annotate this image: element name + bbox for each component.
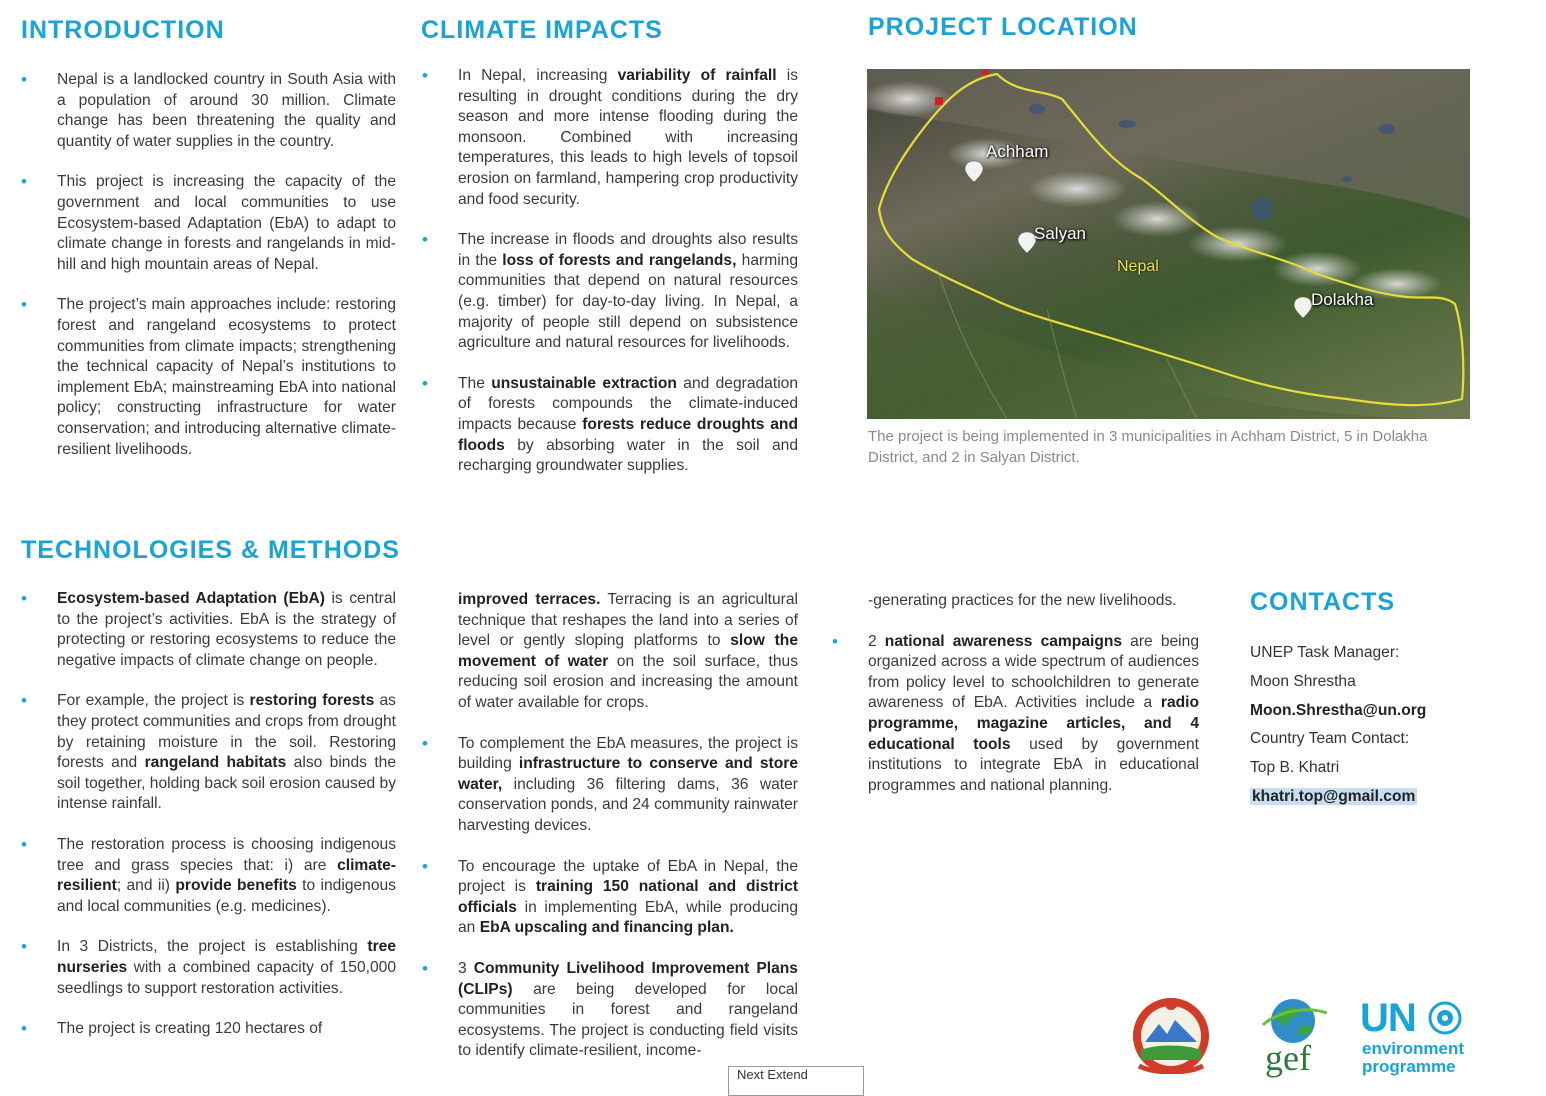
text: by absorbing water in the soil and recharging groundwater supplies.: [458, 436, 798, 475]
technologies-column-2: [422, 590, 798, 1082]
gef-logo: [1255, 995, 1330, 1077]
text: Terracing is an agricultural technique that reshapes the land into a series of level or gently sloping platforms to: [458, 591, 799, 650]
nepal-emblem-icon: [1125, 994, 1217, 1074]
text: In Nepal, increasing: [458, 67, 618, 84]
text: To encourage the uptake of EbA in Nepal, the project is: [458, 857, 798, 896]
text: on the soil surface, thus reducing soil erosion and increasing the amount of water available for crops.: [458, 652, 798, 711]
text: 3: [458, 959, 474, 977]
bold-text: radio programme, magazine articles, and 4 educational tools: [868, 694, 1199, 753]
bullet-item: [832, 632, 1199, 797]
bold-text: national awareness campaigns: [884, 632, 1123, 650]
text: To complement the EbA measures, the project is building: [458, 734, 798, 773]
bullet-item: [422, 374, 798, 477]
bold-text: restoring forests: [249, 692, 375, 710]
text: also binds the soil together, holding back soil erosion caused by intense rainfall.: [57, 754, 397, 813]
un-programme-text: programme: [1362, 1057, 1456, 1076]
un-emblem-icon: [1428, 1001, 1462, 1035]
text: in implementing EbA, while producing an: [458, 898, 798, 937]
text: Nepal is a landlocked country in South Asia with a population of around 30 million. Climate change has been threatening the quality and quantity of water supplies in the country.: [57, 71, 396, 150]
text: The: [458, 374, 492, 392]
project-location-heading: PROJECT LOCATION: [868, 13, 1138, 41]
unep-task-manager-label: UNEP Task Manager:: [1250, 644, 1400, 661]
text: including 36 filtering dams, 36 water conservation ponds, and 24 community rainwater harvesting devices.: [458, 775, 798, 834]
text: are being organized across a wide spectrum of audiences from policy level to schoolchildren to generate awareness of EbA. Activities include a: [868, 632, 1199, 712]
pin-label-salyan: Salyan: [1034, 224, 1086, 243]
text: are being developed for local communities in forest and rangeland ecosystems. The project is conducting field visits to identify climate-resilient, income-: [458, 980, 798, 1060]
bold-text: loss of forests and rangelands,: [502, 251, 737, 269]
un-environment-logo: [1360, 996, 1470, 1076]
bullet-item: [21, 295, 396, 460]
text: as they protect communities and crops from drought by retaining moisture in the soil. Restoring forests and: [57, 692, 396, 772]
technologies-list-1: [21, 589, 396, 1040]
nepal-government-emblem-logo: [1125, 994, 1217, 1074]
bold-text: tree nurseries: [57, 938, 396, 976]
climate-impacts-heading: CLIMATE IMPACTS: [421, 16, 663, 44]
unep-task-manager-name: Moon Shrestha: [1250, 672, 1356, 690]
technologies-column-3: [832, 591, 1199, 816]
text: The increase in floods and droughts also results in the: [458, 231, 798, 269]
bold-text: climate-resilient: [57, 856, 396, 895]
next-extend-button[interactable]: Next Extend: [728, 1066, 864, 1096]
technologies-column-1: [21, 589, 396, 1060]
bold-text: provide benefits: [175, 877, 297, 895]
bullet-item: [21, 1019, 396, 1040]
climate-impacts-column: [422, 66, 798, 497]
bullet-item: [21, 589, 396, 671]
bullet-item: [21, 172, 396, 275]
text: ; and ii): [116, 877, 176, 895]
technologies-list-2: [422, 734, 798, 1062]
bold-text: infrastructure to conserve and store water,: [458, 755, 798, 793]
un-text: UN: [1360, 996, 1416, 1040]
bold-text: Ecosystem-based Adaptation (EbA): [57, 590, 325, 607]
contacts-heading: CONTACTS: [1250, 588, 1396, 616]
text: used by government institutions to integrate EbA in educational programmes and national planning.: [868, 735, 1199, 794]
technologies-continued-text: [458, 590, 798, 714]
contacts-block: [1250, 639, 1530, 812]
country-label-nepal: Nepal: [1117, 258, 1159, 275]
text: 2: [868, 632, 885, 650]
text: In 3 Districts, the project is establishing: [57, 938, 368, 956]
country-team-contact-email[interactable]: khatri.top@gmail.com: [1252, 787, 1416, 805]
bullet-item: [21, 70, 396, 152]
bold-text: forests reduce droughts and floods: [458, 415, 798, 454]
bullet-item: [422, 734, 798, 837]
text: with a combined capacity of 150,000 seedlings to support restoration activities.: [57, 958, 396, 997]
bold-text: rangeland habitats: [144, 754, 287, 772]
technologies-continued-text-3: [868, 591, 1199, 612]
nepal-satellite-map: [867, 69, 1470, 419]
bullet-item: [21, 835, 396, 917]
climate-impacts-list: [422, 66, 798, 477]
text: harming communities that depend on natural resources (e.g. timber) for day-to-day living. In Nepal, a majority of people still depend on subsistence agriculture and natural resources for livelihoods.: [458, 251, 798, 352]
unep-task-manager-email[interactable]: Moon.Shrestha@un.org: [1250, 701, 1427, 719]
map-graphic: [867, 69, 1470, 419]
introduction-heading: INTRODUCTION: [21, 16, 225, 44]
technologies-list-3: [832, 632, 1199, 797]
text: This project is increasing the capacity of the government and local communities to use Ecosystem-based Adaptation (EbA) to adapt to climate change in forests and rangelands in mid-hill and high mountain areas of Nepal.: [57, 173, 396, 273]
bullet-item: [21, 691, 396, 815]
text: is central to the project’s activities. EbA is the strategy of protecting or restoring ecosystems to reduce the negative impacts of climate change on people.: [57, 590, 396, 669]
text: The restoration process is choosing indigenous tree and grass species that: i) are: [57, 835, 396, 874]
text: The project’s main approaches include: restoring forest and rangeland ecosystems to protect communities from climate impacts; strengthening the technical capacity of Nepal’s institutions to implement EbA; mainstreaming EbA into national policy; constructing infrastructure for water conservation; and introducing alternative climate-resilient livelihoods.: [57, 296, 396, 458]
bold-text: Community Livelihood Improvement Plans (CLIPs): [458, 959, 798, 998]
bold-text: variability of rainfall: [617, 67, 777, 84]
introduction-column: [21, 70, 396, 480]
bullet-item: [422, 857, 798, 939]
bold-text: training 150 national and district officials: [458, 878, 799, 916]
text: to indigenous and local communities (e.g. medicines).: [57, 877, 396, 915]
bullet-item: [422, 230, 798, 354]
bold-text: unsustainable extraction: [491, 374, 677, 392]
country-team-contact-label: Country Team Contact:: [1250, 730, 1410, 748]
gef-text: gef: [1265, 1038, 1311, 1078]
map-caption: The project is being implemented in 3 municipalities in Achham District, 5 in Dolakha District, and 2 in Salyan District.: [868, 428, 1428, 466]
text: and degradation of forests compounds the climate-induced impacts because: [458, 374, 798, 433]
pin-label-dolakha: Dolakha: [1311, 290, 1374, 309]
bold-text: EbA upscaling and financing plan.: [479, 919, 734, 937]
technologies-methods-heading: TECHNOLOGIES & METHODS: [21, 536, 400, 564]
text: For example, the project is: [57, 692, 250, 710]
text: The project is creating 120 hectares of: [57, 1020, 323, 1038]
un-environment-text: environment: [1362, 1039, 1465, 1058]
bullet-item: [21, 937, 396, 999]
bold-text: improved terraces.: [458, 591, 601, 608]
text: -generating practices for the new livelihoods.: [868, 592, 1177, 609]
text: is resulting in drought conditions during the dry season and more intense flooding during the monsoon. Combined with increasing temperatures, this leads to high levels of topsoil erosion on farmland, hampering crop productivity and food security.: [458, 67, 799, 208]
bullet-item: [422, 66, 798, 210]
introduction-list: [21, 70, 396, 460]
bold-text: slow the movement of water: [458, 632, 798, 670]
bullet-item: [422, 959, 798, 1062]
country-team-contact-name: Top B. Khatri: [1250, 759, 1340, 777]
pin-label-achham: Achham: [986, 142, 1049, 161]
